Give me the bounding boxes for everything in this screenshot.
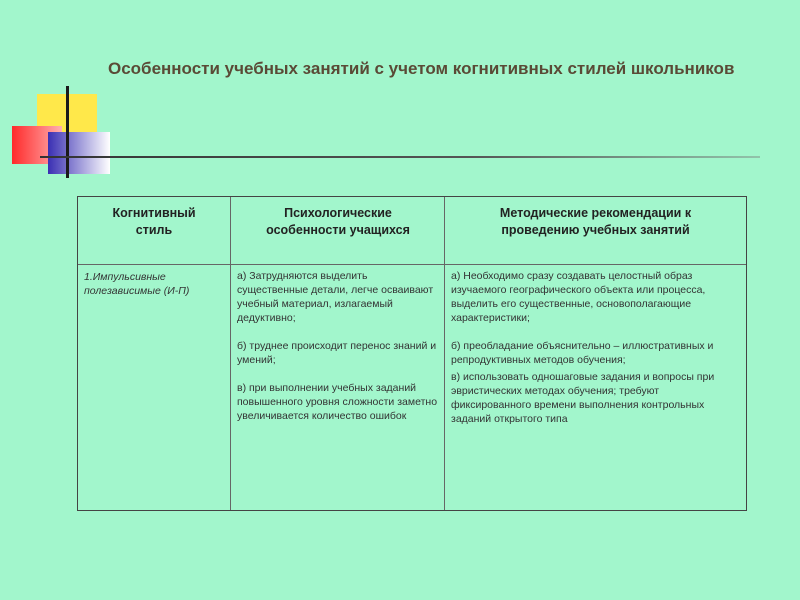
cell-style bbox=[84, 270, 224, 298]
psych-item-c: в) при выполнении учебных заданий повышенного уровня сложности заметно увеличивается количество ошибок bbox=[237, 382, 438, 422]
method-item-b: б) преобладание объяснительно – иллюстративных и репродуктивных методов обучения; bbox=[451, 340, 714, 366]
cell-psych bbox=[237, 269, 439, 423]
header-method: Методические рекомендации к проведению учебных занятий bbox=[499, 206, 692, 237]
header-style: Когнитивный стиль bbox=[112, 206, 196, 237]
column-method bbox=[444, 197, 746, 510]
column-style bbox=[78, 197, 230, 510]
header-psych: Психологические особенности учащихся bbox=[266, 206, 410, 237]
method-item-c: в) использовать одношаговые задания и вопросы при эвристических методах обучения; требуют фиксированного времени выполнения контрольных заданий открытого типа bbox=[451, 371, 715, 425]
column-psych bbox=[230, 197, 445, 510]
psych-item-b: б) труднее происходит перенос знаний и умений; bbox=[237, 340, 437, 366]
header-divider bbox=[78, 264, 746, 265]
decor-vertical-line bbox=[66, 86, 69, 178]
psych-item-a: а) Затрудняются выделить существенные детали, легче осваивают учебный материал, излагаемый дедуктивно; bbox=[237, 270, 434, 324]
decor-blue-square bbox=[48, 132, 110, 174]
page-title: Особенности учебных занятий с учетом когнитивных стилей школьников bbox=[108, 59, 735, 78]
method-item-a: а) Необходимо сразу создавать целостный образ изучаемого географического объекта или процесса, выделить его существенные, основополагающие характеристики; bbox=[451, 270, 706, 324]
decor-horizontal-line bbox=[40, 156, 760, 158]
style-name: 1.Импульсивные полезависимые (И-П) bbox=[84, 271, 190, 297]
cell-method bbox=[451, 269, 740, 426]
cognitive-styles-table bbox=[77, 196, 747, 511]
